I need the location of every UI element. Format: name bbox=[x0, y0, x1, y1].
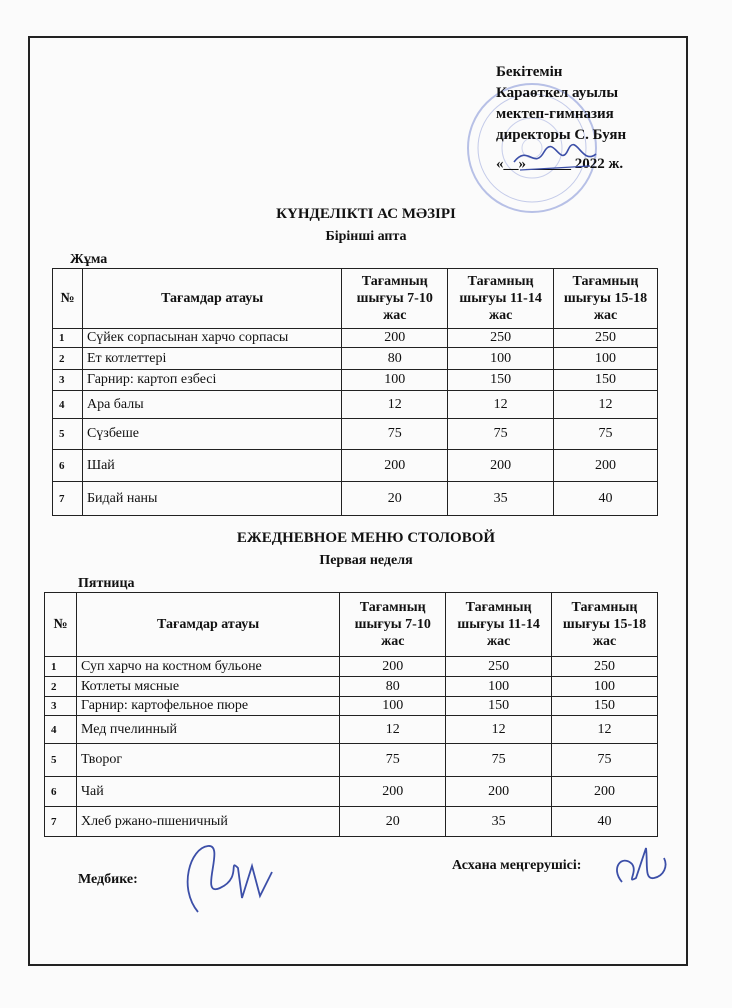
approval-line-2: Караөткел ауылы bbox=[496, 85, 619, 101]
dish-name: Творог bbox=[76, 744, 339, 777]
portion-7-10: 75 bbox=[340, 744, 446, 777]
portion-15-18: 12 bbox=[554, 391, 658, 419]
ru-week: Первая неделя bbox=[319, 553, 413, 568]
dish-name: Сүзбеше bbox=[82, 419, 341, 450]
dish-name: Бидай наны bbox=[82, 482, 341, 516]
portion-15-18: 75 bbox=[552, 744, 658, 777]
header-portion-15-18: Тағамның шығуы 15-18 жас bbox=[554, 269, 658, 329]
dish-name: Котлеты мясные bbox=[76, 677, 339, 697]
dish-name: Гарнир: картоп езбесі bbox=[82, 370, 341, 391]
row-number: 6 bbox=[45, 777, 77, 807]
table-row bbox=[53, 450, 658, 482]
header-number: № bbox=[53, 269, 83, 329]
row-number: 3 bbox=[45, 697, 77, 716]
row-number: 3 bbox=[53, 370, 83, 391]
table-row bbox=[45, 807, 658, 837]
row-number: 2 bbox=[45, 677, 77, 697]
portion-11-14: 35 bbox=[448, 482, 554, 516]
dish-name: Ет котлеттері bbox=[82, 348, 341, 370]
portion-7-10: 12 bbox=[340, 716, 446, 744]
portion-15-18: 200 bbox=[552, 777, 658, 807]
portion-15-18: 150 bbox=[554, 370, 658, 391]
table-row bbox=[53, 370, 658, 391]
portion-11-14: 250 bbox=[448, 329, 554, 348]
kz-day: Жұма bbox=[70, 252, 108, 267]
approval-line-1: Бекітемін bbox=[496, 64, 563, 80]
nurse-label: Медбике: bbox=[78, 872, 138, 887]
row-number: 5 bbox=[53, 419, 83, 450]
portion-7-10: 75 bbox=[342, 419, 448, 450]
row-number: 6 bbox=[53, 450, 83, 482]
canteen-manager-signature bbox=[608, 838, 672, 894]
portion-11-14: 200 bbox=[446, 777, 552, 807]
header-portion-11-14: Тағамның шығуы 11-14 жас bbox=[448, 269, 554, 329]
portion-15-18: 100 bbox=[554, 348, 658, 370]
portion-15-18: 40 bbox=[552, 807, 658, 837]
table-row bbox=[45, 744, 658, 777]
header-portion-7-10: Тағамның шығуы 7-10 жас bbox=[342, 269, 448, 329]
approval-date-line: «__»______ 2022 ж. bbox=[496, 156, 624, 172]
row-number: 2 bbox=[53, 348, 83, 370]
portion-11-14: 100 bbox=[448, 348, 554, 370]
portion-7-10: 200 bbox=[340, 777, 446, 807]
portion-11-14: 200 bbox=[448, 450, 554, 482]
table-row bbox=[53, 391, 658, 419]
row-number: 4 bbox=[53, 391, 83, 419]
dish-name: Гарнир: картофельное пюре bbox=[76, 697, 339, 716]
dish-name: Хлеб ржано-пшеничный bbox=[76, 807, 339, 837]
dish-name: Чай bbox=[76, 777, 339, 807]
table-row bbox=[45, 697, 658, 716]
header-portion-7-10: Тағамның шығуы 7-10 жас bbox=[340, 593, 446, 657]
portion-7-10: 100 bbox=[340, 697, 446, 716]
portion-15-18: 250 bbox=[554, 329, 658, 348]
portion-15-18: 12 bbox=[552, 716, 658, 744]
portion-11-14: 12 bbox=[448, 391, 554, 419]
approval-line-4: директоры С. Буян bbox=[496, 127, 627, 143]
portion-15-18: 100 bbox=[552, 677, 658, 697]
portion-7-10: 20 bbox=[340, 807, 446, 837]
portion-7-10: 200 bbox=[342, 450, 448, 482]
dish-name: Мед пчелинный bbox=[76, 716, 339, 744]
nurse-signature bbox=[168, 838, 278, 918]
table-row bbox=[45, 657, 658, 677]
table-row bbox=[53, 482, 658, 516]
header-portion-15-18: Тағамның шығуы 15-18 жас bbox=[552, 593, 658, 657]
portion-15-18: 150 bbox=[552, 697, 658, 716]
portion-15-18: 250 bbox=[552, 657, 658, 677]
row-number: 1 bbox=[53, 329, 83, 348]
kz-title: КҮНДЕЛІКТІ АС МӘЗІРІ bbox=[276, 206, 456, 222]
dish-name: Суп харчо на костном бульоне bbox=[76, 657, 339, 677]
row-number: 4 bbox=[45, 716, 77, 744]
portion-15-18: 40 bbox=[554, 482, 658, 516]
portion-11-14: 35 bbox=[446, 807, 552, 837]
canteen-manager-label: Асхана меңгерушісі: bbox=[452, 858, 582, 873]
portion-7-10: 200 bbox=[342, 329, 448, 348]
portion-11-14: 75 bbox=[446, 744, 552, 777]
approval-line-3: мектеп-гимназия bbox=[496, 106, 614, 122]
dish-name: Шай bbox=[82, 450, 341, 482]
director-signature bbox=[510, 140, 600, 180]
row-number: 7 bbox=[45, 807, 77, 837]
ru-menu-table bbox=[44, 592, 658, 837]
portion-11-14: 100 bbox=[446, 677, 552, 697]
header-dish-name: Тағамдар атауы bbox=[76, 593, 339, 657]
row-number: 1 bbox=[45, 657, 77, 677]
header-portion-11-14: Тағамның шығуы 11-14 жас bbox=[446, 593, 552, 657]
portion-7-10: 200 bbox=[340, 657, 446, 677]
header-number: № bbox=[45, 593, 77, 657]
portion-11-14: 12 bbox=[446, 716, 552, 744]
kz-menu-table bbox=[52, 268, 658, 516]
portion-11-14: 150 bbox=[448, 370, 554, 391]
portion-15-18: 75 bbox=[554, 419, 658, 450]
table-row bbox=[45, 677, 658, 697]
portion-7-10: 80 bbox=[342, 348, 448, 370]
portion-11-14: 250 bbox=[446, 657, 552, 677]
portion-11-14: 75 bbox=[448, 419, 554, 450]
dish-name: Сүйек сорпасынан харчо сорпасы bbox=[82, 329, 341, 348]
row-number: 7 bbox=[53, 482, 83, 516]
portion-7-10: 12 bbox=[342, 391, 448, 419]
table-row bbox=[53, 419, 658, 450]
portion-7-10: 100 bbox=[342, 370, 448, 391]
header-dish-name: Тағамдар атауы bbox=[82, 269, 341, 329]
portion-11-14: 150 bbox=[446, 697, 552, 716]
ru-title: ЕЖЕДНЕВНОЕ МЕНЮ СТОЛОВОЙ bbox=[236, 530, 496, 546]
table-row bbox=[53, 348, 658, 370]
table-row bbox=[45, 716, 658, 744]
row-number: 5 bbox=[45, 744, 77, 777]
portion-7-10: 20 bbox=[342, 482, 448, 516]
portion-15-18: 200 bbox=[554, 450, 658, 482]
table-row bbox=[45, 777, 658, 807]
kz-week: Бірінші апта bbox=[325, 229, 407, 244]
portion-7-10: 80 bbox=[340, 677, 446, 697]
dish-name: Ара балы bbox=[82, 391, 341, 419]
ru-day: Пятница bbox=[78, 576, 135, 591]
table-row bbox=[53, 329, 658, 348]
